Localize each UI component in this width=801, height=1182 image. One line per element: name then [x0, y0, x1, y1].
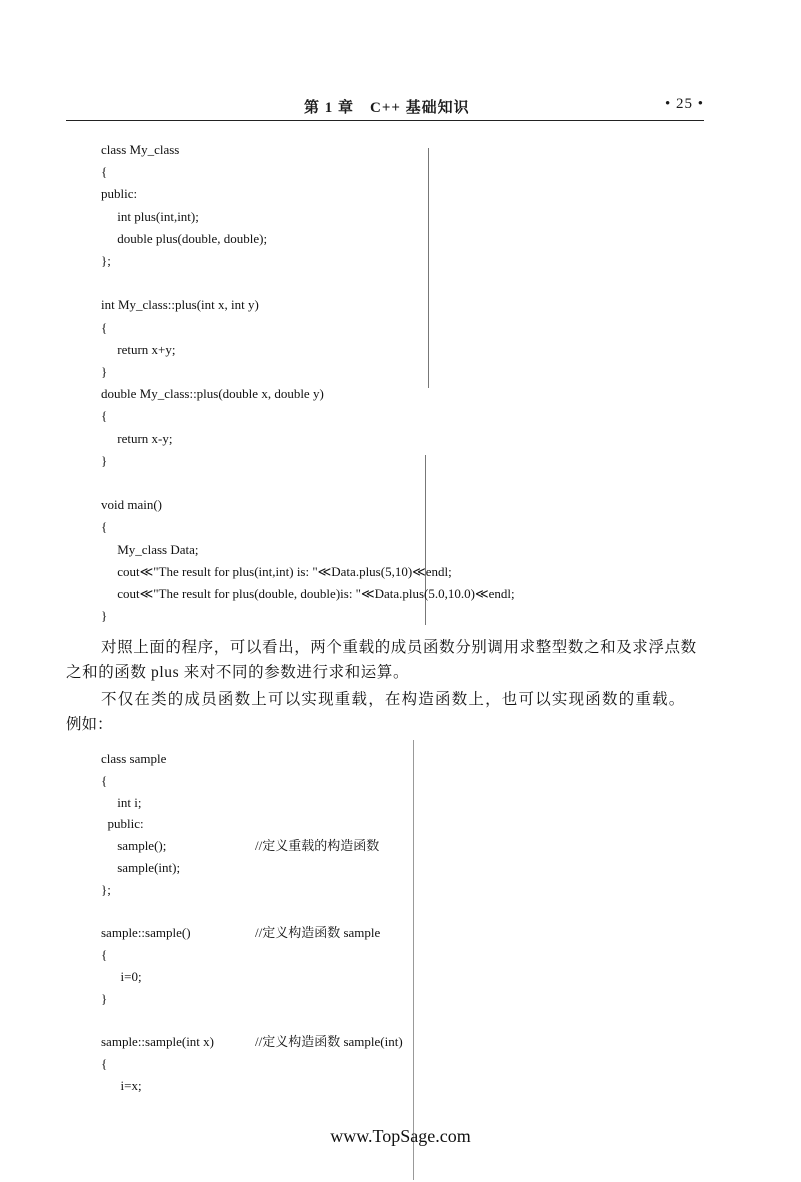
paragraph-line: 之和的函数 plus 来对不同的参数进行求和运算。: [66, 664, 410, 681]
watermark-url: www.TopSage.com: [330, 1126, 471, 1146]
code-comment: //定义构造函数 sample(int): [255, 1034, 403, 1050]
code-line: public:: [101, 186, 138, 202]
paragraph-line: 对照上面的程序，可以看出，两个重载的成员函数分别调用求整型数之和及求浮点数: [101, 639, 697, 656]
code-line: My_class Data;: [101, 541, 199, 557]
scan-fold-line: [428, 148, 429, 388]
page-header: [66, 96, 704, 121]
code-line: {: [101, 947, 108, 963]
code-line: double plus(double, double);: [101, 230, 268, 246]
code-line: }: [101, 608, 108, 624]
code-line: };: [101, 881, 111, 897]
code-line: cout≪"The result for plus(double, double)is: "≪Data.plus(5.0,10.0)≪endl;: [101, 586, 515, 601]
code-line: int plus(int,int);: [101, 208, 199, 224]
code-line: }: [101, 990, 108, 1006]
code-line: int My_class::plus(int x, int y): [101, 297, 259, 313]
code-line: class sample: [101, 751, 167, 766]
code-line: sample();: [101, 838, 167, 854]
paragraph-line: 不仅在类的成员函数上可以实现重载，在构造函数上，也可以实现函数的重载。: [101, 691, 686, 708]
code-line: {: [101, 164, 108, 180]
code-line: {: [101, 772, 108, 788]
code-line: return x-y;: [101, 430, 173, 446]
code-line: sample::sample(): [101, 925, 191, 941]
code-line: void main(): [101, 497, 163, 513]
code-comment: //定义构造函数 sample: [255, 925, 381, 941]
code-line: cout≪"The result for plus(int,int) is: "≪Data.plus(5,10)≪endl;: [101, 563, 452, 579]
code-comment: //定义重载的构造函数: [255, 838, 380, 854]
chapter-title: 第 1 章 C++ 基础知识: [304, 100, 470, 116]
code-line: {: [101, 408, 108, 424]
code-line: };: [101, 253, 111, 268]
paragraph-line: 例如：: [66, 716, 113, 733]
code-line: int i;: [101, 794, 142, 810]
code-line: sample(int);: [101, 860, 181, 875]
code-line: sample::sample(int x): [101, 1034, 215, 1050]
code-line: {: [101, 319, 108, 335]
code-line: }: [101, 452, 108, 468]
code-line: public:: [101, 816, 144, 832]
scan-fold-line: [413, 740, 414, 1180]
page-number: • 25 •: [664, 96, 704, 112]
code-line: class My_class: [101, 142, 180, 157]
code-line: double My_class::plus(double x, double y): [101, 386, 324, 402]
code-line: i=0;: [101, 969, 142, 984]
code-line: return x+y;: [101, 341, 176, 357]
code-line: {: [101, 519, 108, 535]
code-line: }: [101, 364, 108, 379]
code-line: {: [101, 1056, 108, 1072]
code-line: i=x;: [101, 1078, 142, 1093]
